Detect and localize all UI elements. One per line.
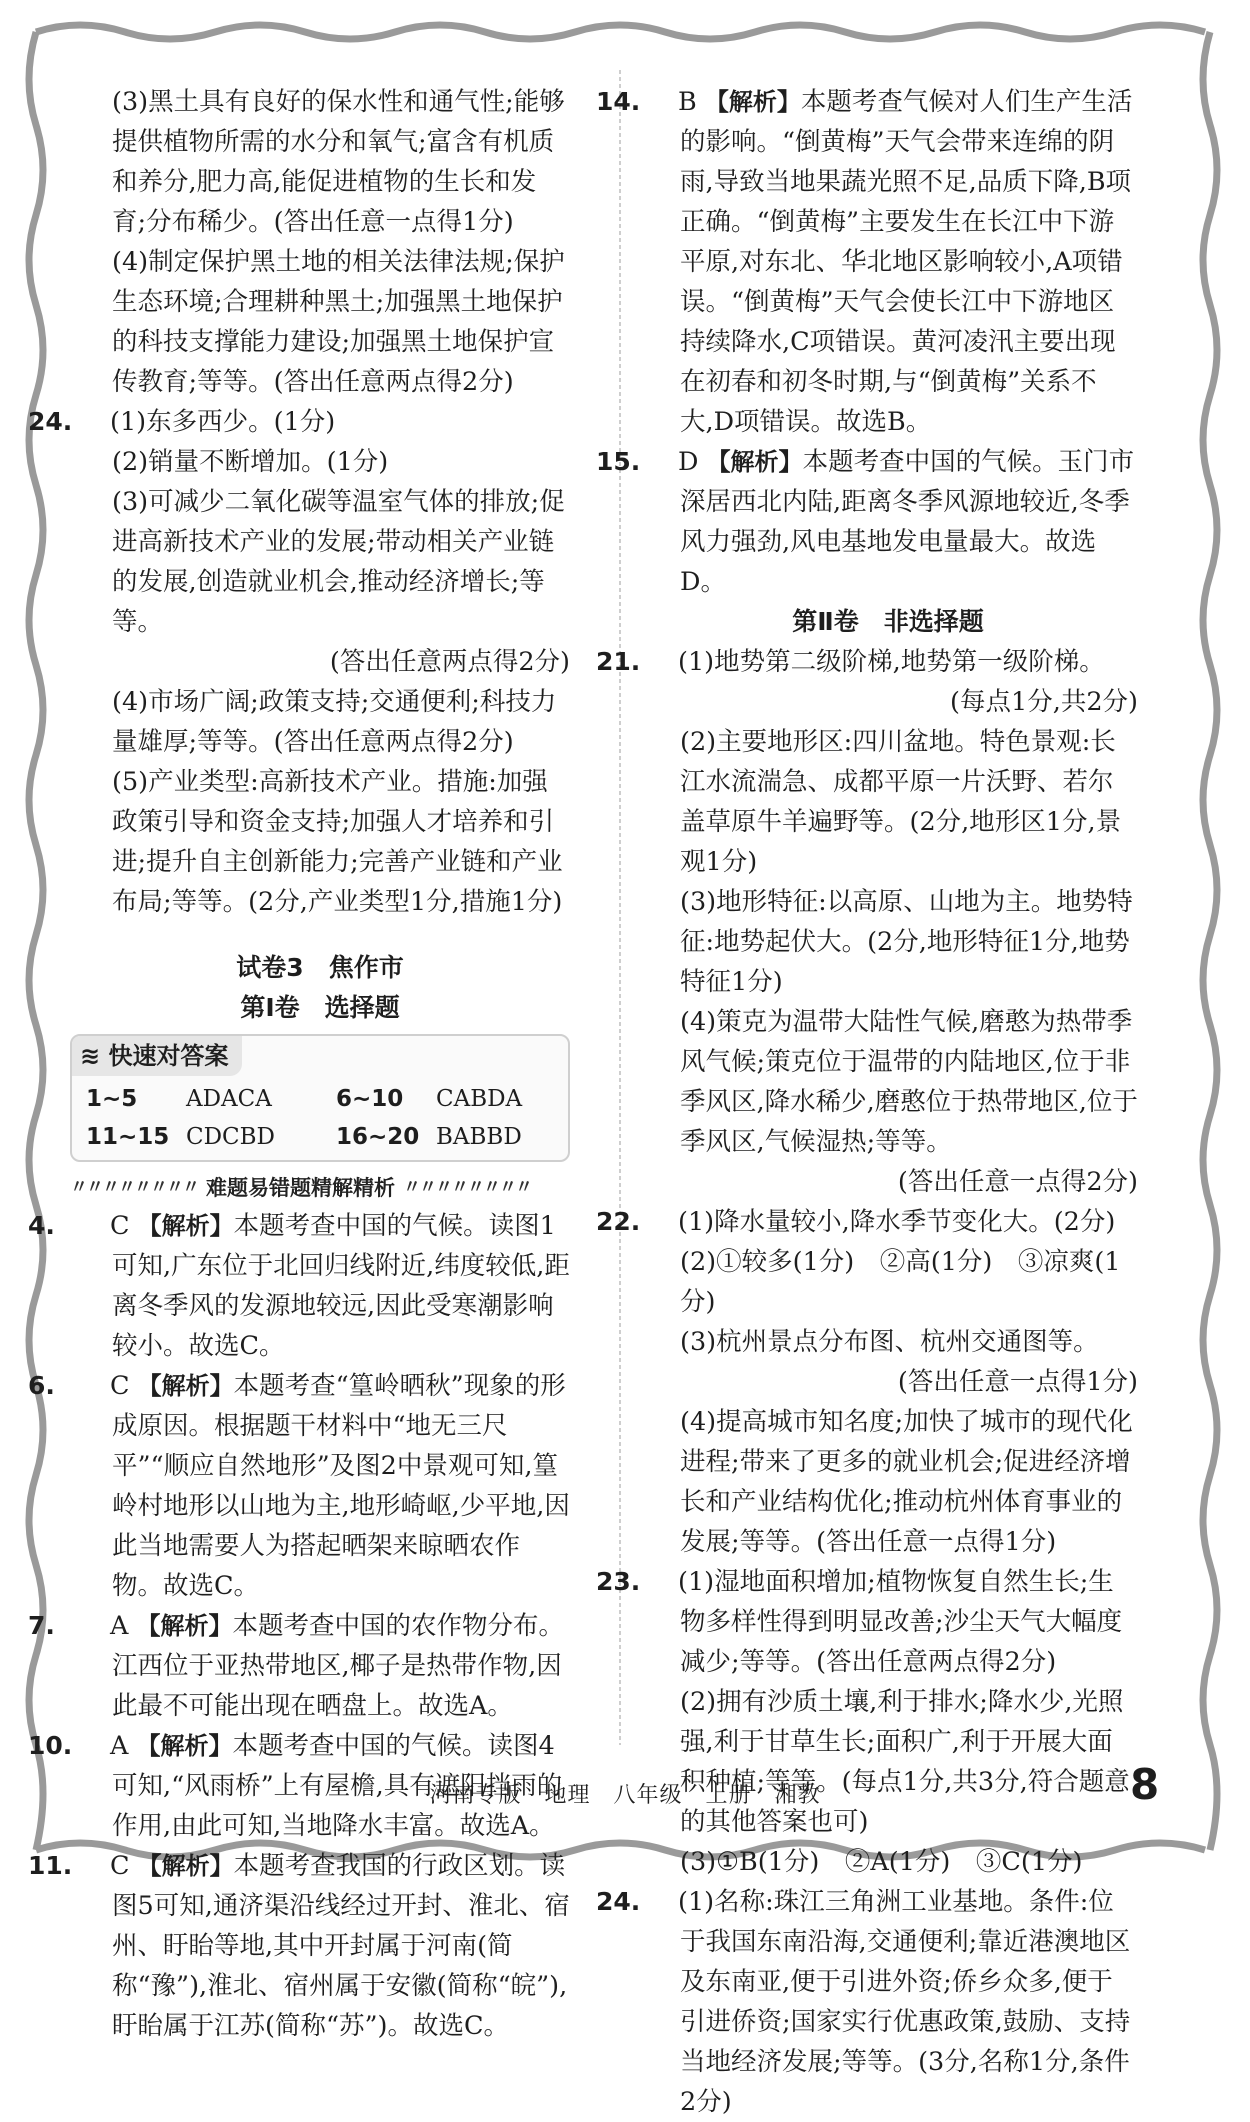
scoring-note: (答出任意一点得2分) xyxy=(897,1167,1138,1197)
answer-letter: D xyxy=(678,447,699,477)
analysis-text: 本题考查中国的农作物分布。江西位于亚热带地区,椰子是热带作物,因此最不可能出现在晒盘上。故选A。 xyxy=(112,1611,565,1721)
question-number: 24. xyxy=(28,407,73,436)
scoring-note: (答出任意两点得2分) xyxy=(329,647,570,677)
sub-answer: (2)拥有沙质土壤,利于排水;降水少,光照强,利于甘草生长;面积广,利于开展大面积种植;等等。(每点1分,共3分,符合题意的其他答案也可) xyxy=(680,1687,1130,1837)
question-number: 22. xyxy=(596,1207,641,1236)
sub-answer: (2)主要地形区:四川盆地。特色景观:长江水流湍急、成都平原一片沃野、若尔盖草原牛羊遍野等。(2分,地形区1分,景观1分) xyxy=(680,727,1122,877)
analysis-tag: 【解析】 xyxy=(706,448,803,476)
sub-answer: (2)①较多(1分) ②高(1分) ③凉爽(1分) xyxy=(680,1247,1121,1317)
question-number: 24. xyxy=(596,1887,641,1916)
analysis-section-header xyxy=(70,1170,570,1206)
analysis-item xyxy=(28,1606,570,1726)
answer-text: (1)东多西少。(1分) xyxy=(110,407,336,437)
question-number: 23. xyxy=(596,1567,641,1596)
analysis-tag: 【解析】 xyxy=(136,1612,233,1640)
sub-answer: (3)地形特征:以高原、山地为主。地势特征:地势起伏大。(2分,地形特征1分,地势特征1分) xyxy=(680,887,1133,997)
answer-letter: A xyxy=(110,1731,129,1761)
section-title-choice: 第Ⅰ卷 选择题 xyxy=(240,993,400,1022)
answer-letter: B xyxy=(678,87,697,117)
analysis-text: 本题考查气候对人们生产生活的影响。“倒黄梅”天气会带来连绵的阴雨,导致当地果蔬光照不足,品质下降,B项正确。“倒黄梅”主要发生在长江中下游平原,对东北、华北地区影响较小,A项错误。“倒黄梅”天气会使长江中下游地区持续降水,C项错误。黄河凌汛主要出现在初春和初冬时期,与“倒黄梅”关系不大,D项错误。故选B。 xyxy=(680,87,1133,437)
analysis-tag: 【解析】 xyxy=(137,1212,234,1240)
question-number: 4. xyxy=(28,1211,55,1240)
quick-answer-value: BABBD xyxy=(436,1124,522,1150)
sub-answer: (4)制定保护黑土地的相关法律法规;保护生态环境;合理耕种黑土;加强黑土地保护的科技支撑能力建设;加强黑土地保护宣传教育;等等。(答出任意两点得2分) xyxy=(112,247,565,397)
quick-answer-range: 11~15 xyxy=(86,1124,170,1150)
left-analysis-list xyxy=(28,1206,570,2046)
scoring-note: (答出任意一点得1分) xyxy=(897,1367,1138,1397)
quick-answer-range: 1~5 xyxy=(86,1086,138,1112)
sub-answer: (3)黑土具有良好的保水性和通气性;能够提供植物所需的水分和氧气;富含有机质和养分,肥力高,能促进植物的生长和发育;分布稀少。(答出任意一点得1分) xyxy=(112,87,565,237)
analysis-tag: 【解析】 xyxy=(704,88,801,116)
sub-answer: (5)产业类型:高新技术产业。措施:加强政策引导和资金支持;加强人才培养和引进;提升自主创新能力;完善产业链和产业布局;等等。(2分,产业类型1分,措施1分) xyxy=(112,767,563,917)
scoring-note: (每点1分,共2分) xyxy=(950,687,1138,717)
analysis-item xyxy=(28,1366,570,1606)
left-column xyxy=(28,82,570,2046)
question-answer xyxy=(596,1562,1138,1682)
quick-answer-grid xyxy=(72,1076,568,1156)
answer-text: (1)名称:珠江三角洲工业基地。条件:位于我国东南沿海,交通便利;靠近港澳地区及东南亚,便于引进外资;侨乡众多,便于引进侨资;国家实行优惠政策,鼓励、支持当地经济发展;等等。(3分,名称1分,条件2分) xyxy=(678,1887,1131,2117)
quick-answer-range: 16~20 xyxy=(336,1124,420,1150)
sub-answer: (4)策克为温带大陆性气候,磨憨为热带季风气候;策克位于温带的内陆地区,位于非季风区,降水稀少,磨憨位于热带地区,位于季风区,气候湿热;等等。 xyxy=(680,1007,1138,1157)
answer-text: (1)地势第二级阶梯,地势第一级阶梯。 xyxy=(678,647,1105,677)
question-number: 14. xyxy=(596,87,641,116)
quick-answer-box xyxy=(70,1034,570,1162)
sub-answer: (2)销量不断增加。(1分) xyxy=(112,447,389,477)
answer-letter: C xyxy=(110,1211,130,1241)
analysis-item xyxy=(596,442,1138,602)
quick-answer-title xyxy=(72,1036,242,1076)
answer-letter: C xyxy=(110,1851,130,1881)
question-number: 10. xyxy=(28,1731,73,1760)
wave-marks: 〃〃〃〃〃〃〃〃 xyxy=(403,1177,531,1198)
analysis-text: 本题考查中国的气候。读图4可知,“风雨桥”上有屋檐,具有遮阳挡雨的作用,由此可知,当地降水丰富。故选A。 xyxy=(112,1731,563,1841)
wave-marks: 〃〃〃〃〃〃〃〃 xyxy=(70,1177,198,1198)
sub-answer: (3)杭州景点分布图、杭州交通图等。 xyxy=(680,1327,1099,1357)
question-answer xyxy=(28,402,570,442)
page-number: 8 xyxy=(1130,1760,1160,1809)
analysis-item xyxy=(28,1206,570,1366)
analysis-tag: 【解析】 xyxy=(136,1732,233,1760)
question-answer xyxy=(596,1882,1138,2122)
sub-answer: (3)①B(1分) ②A(1分) ③C(1分) xyxy=(680,1847,1083,1877)
question-answer xyxy=(596,1202,1138,1242)
quick-answer-value: CABDA xyxy=(436,1086,523,1112)
analysis-item xyxy=(28,1846,570,2046)
sub-answer: (4)市场广阔;政策支持;交通便利;科技力量雄厚;等等。(答出任意两点得2分) xyxy=(112,687,557,757)
analysis-tag: 【解析】 xyxy=(137,1852,234,1880)
answer-letter: A xyxy=(110,1611,129,1641)
quick-answer-range: 6~10 xyxy=(336,1086,404,1112)
question-number: 15. xyxy=(596,447,641,476)
footer-edition-info: 河南专版 地理 八年级 上册 湘教 xyxy=(429,1783,821,1808)
answer-text: (1)湿地面积增加;植物恢复自然生长;生物多样性得到明显改善;沙尘天气大幅度减少;等等。(答出任意两点得2分) xyxy=(678,1567,1123,1677)
section-title-nonchoice: 第Ⅱ卷 非选择题 xyxy=(792,607,984,636)
analysis-text: 本题考查我国的行政区划。读图5可知,通济渠沿线经过开封、淮北、宿州、盱眙等地,其中开封属于河南(简称“豫”),淮北、宿州属于安徽(简称“皖”),盱眙属于江苏(简称“苏”)。故选C。 xyxy=(112,1851,570,2041)
answer-letter: C xyxy=(110,1371,130,1401)
quick-answer-title-text: 快速对答案 xyxy=(108,1042,229,1070)
sub-answer: (3)可减少二氧化碳等温室气体的排放;促进高新技术产业的发展;带动相关产业链的发展,创造就业机会,推动经济增长;等等。 xyxy=(112,487,565,637)
quick-answer-value: ADACA xyxy=(186,1086,272,1112)
quick-answer-value: CDCBD xyxy=(186,1124,275,1150)
analysis-section-title: 难题易错题精解精析 xyxy=(206,1176,395,1200)
analysis-item xyxy=(596,82,1138,442)
left-answer-blocks xyxy=(28,82,570,922)
question-answer xyxy=(596,642,1138,682)
question-number: 11. xyxy=(28,1851,73,1880)
analysis-text: 本题考查“篁岭晒秋”现象的形成原因。根据题干材料中“地无三尺平”“顺应自然地形”及图2中景观可知,篁岭村地形以山地为主,地形崎岖,少平地,因此当地需要人为搭起晒架来晾晒农作物。故选C。 xyxy=(112,1371,570,1601)
sub-answer: (4)提高城市知名度;加快了城市的现代化进程;带来了更多的就业机会;促进经济增长和产业结构优化;推动杭州体育事业的发展;等等。(答出任意一点得1分) xyxy=(680,1407,1133,1557)
question-number: 7. xyxy=(28,1611,55,1640)
analysis-text: 本题考查中国的气候。玉门市深居西北内陆,距离冬季风源地较近,冬季风力强劲,风电基地发电量最大。故选D。 xyxy=(680,447,1135,597)
right-analysis-list xyxy=(596,82,1138,602)
answer-text: (1)降水量较小,降水季节变化大。(2分) xyxy=(678,1207,1116,1237)
analysis-tag: 【解析】 xyxy=(137,1372,234,1400)
paper-title: 试卷3 焦作市 xyxy=(236,953,404,982)
question-number: 21. xyxy=(596,647,641,676)
analysis-text: 本题考查中国的气候。读图1可知,广东位于北回归线附近,纬度较低,距离冬季风的发源地较远,因此受寒潮影响较小。故选C。 xyxy=(112,1211,570,1361)
wave-icon: ≋ xyxy=(80,1042,109,1070)
question-number: 6. xyxy=(28,1371,55,1400)
